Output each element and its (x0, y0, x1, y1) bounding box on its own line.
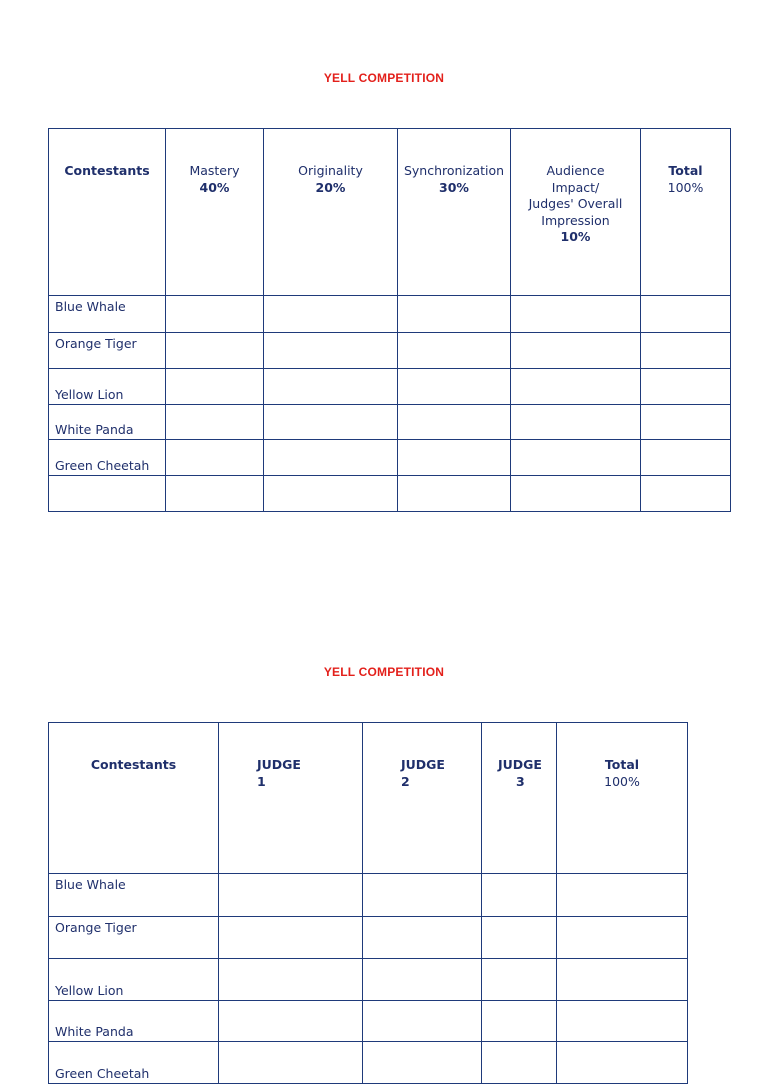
total-cell[interactable] (641, 332, 731, 369)
header-total: Total 100% (641, 129, 731, 296)
table-header-row (49, 723, 688, 874)
contestant-name: Green Cheetah (49, 440, 166, 476)
score-cell[interactable] (482, 1042, 557, 1084)
contestant-name: White Panda (49, 1000, 219, 1042)
header-mastery: Mastery 40% (166, 129, 264, 296)
score-cell[interactable] (219, 916, 363, 959)
total-cell[interactable] (641, 475, 731, 512)
table-row (49, 475, 731, 512)
score-cell[interactable] (511, 404, 641, 440)
table-row (49, 959, 688, 1001)
table-row (49, 916, 688, 959)
score-cell[interactable] (398, 296, 511, 333)
header-contestants: Contestants (49, 129, 166, 296)
contestant-name: Yellow Lion (49, 369, 166, 405)
table-row (49, 369, 731, 405)
table-row (49, 404, 731, 440)
score-cell[interactable] (219, 1042, 363, 1084)
score-cell[interactable] (511, 369, 641, 405)
contestant-name: Blue Whale (49, 296, 166, 333)
contestant-name: White Panda (49, 404, 166, 440)
score-cell[interactable] (264, 440, 398, 476)
contestant-name: Yellow Lion (49, 959, 219, 1001)
total-cell[interactable] (557, 959, 688, 1001)
score-cell[interactable] (363, 959, 482, 1001)
total-cell[interactable] (557, 1042, 688, 1084)
score-cell[interactable] (264, 296, 398, 333)
table-row (49, 440, 731, 476)
score-cell[interactable] (219, 874, 363, 917)
contestant-name: Green Cheetah (49, 1042, 219, 1084)
score-cell[interactable] (398, 440, 511, 476)
score-cell[interactable] (219, 1000, 363, 1042)
total-cell[interactable] (641, 296, 731, 333)
score-cell[interactable] (166, 332, 264, 369)
table-row (49, 332, 731, 369)
header-audience-impact: Audience Impact/ Judges' Overall Impression 10% (511, 129, 641, 296)
contestant-name: Orange Tiger (49, 916, 219, 959)
score-cell[interactable] (398, 369, 511, 405)
score-cell[interactable] (482, 916, 557, 959)
score-cell[interactable] (398, 475, 511, 512)
score-cell[interactable] (166, 296, 264, 333)
score-cell[interactable] (398, 404, 511, 440)
score-cell[interactable] (363, 916, 482, 959)
table-row (49, 874, 688, 917)
score-cell[interactable] (363, 1042, 482, 1084)
score-cell[interactable] (482, 959, 557, 1001)
score-cell[interactable] (166, 369, 264, 405)
scoring-table-judges (48, 722, 688, 1084)
header-total: Total 100% (557, 723, 688, 874)
contestant-name: Orange Tiger (49, 332, 166, 369)
header-contestants: Contestants (49, 723, 219, 874)
header-synchronization: Synchronization 30% (398, 129, 511, 296)
score-cell[interactable] (511, 475, 641, 512)
score-cell[interactable] (511, 332, 641, 369)
score-cell[interactable] (511, 440, 641, 476)
score-cell[interactable] (166, 440, 264, 476)
total-cell[interactable] (557, 1000, 688, 1042)
table1-title: YELL COMPETITION (323, 71, 445, 85)
score-cell[interactable] (363, 1000, 482, 1042)
score-cell[interactable] (264, 475, 398, 512)
score-cell[interactable] (482, 1000, 557, 1042)
total-cell[interactable] (557, 874, 688, 917)
score-cell[interactable] (264, 332, 398, 369)
table-row (49, 1000, 688, 1042)
header-judge-1: JUDGE 1 (219, 723, 363, 874)
table-row (49, 1042, 688, 1084)
score-cell[interactable] (511, 296, 641, 333)
total-cell[interactable] (557, 916, 688, 959)
score-cell[interactable] (166, 475, 264, 512)
header-judge-3: JUDGE 3 (482, 723, 557, 874)
table2-title: YELL COMPETITION (323, 665, 445, 679)
total-cell[interactable] (641, 440, 731, 476)
table-header-row (49, 129, 731, 296)
score-cell[interactable] (363, 874, 482, 917)
score-cell[interactable] (482, 874, 557, 917)
contestant-name: Blue Whale (49, 874, 219, 917)
score-cell[interactable] (264, 404, 398, 440)
scoring-table-criteria (48, 128, 731, 512)
contestant-name (49, 475, 166, 512)
score-cell[interactable] (219, 959, 363, 1001)
header-judge-2: JUDGE 2 (363, 723, 482, 874)
score-cell[interactable] (166, 404, 264, 440)
total-cell[interactable] (641, 369, 731, 405)
header-originality: Originality 20% (264, 129, 398, 296)
table-row (49, 296, 731, 333)
total-cell[interactable] (641, 404, 731, 440)
score-cell[interactable] (398, 332, 511, 369)
score-cell[interactable] (264, 369, 398, 405)
